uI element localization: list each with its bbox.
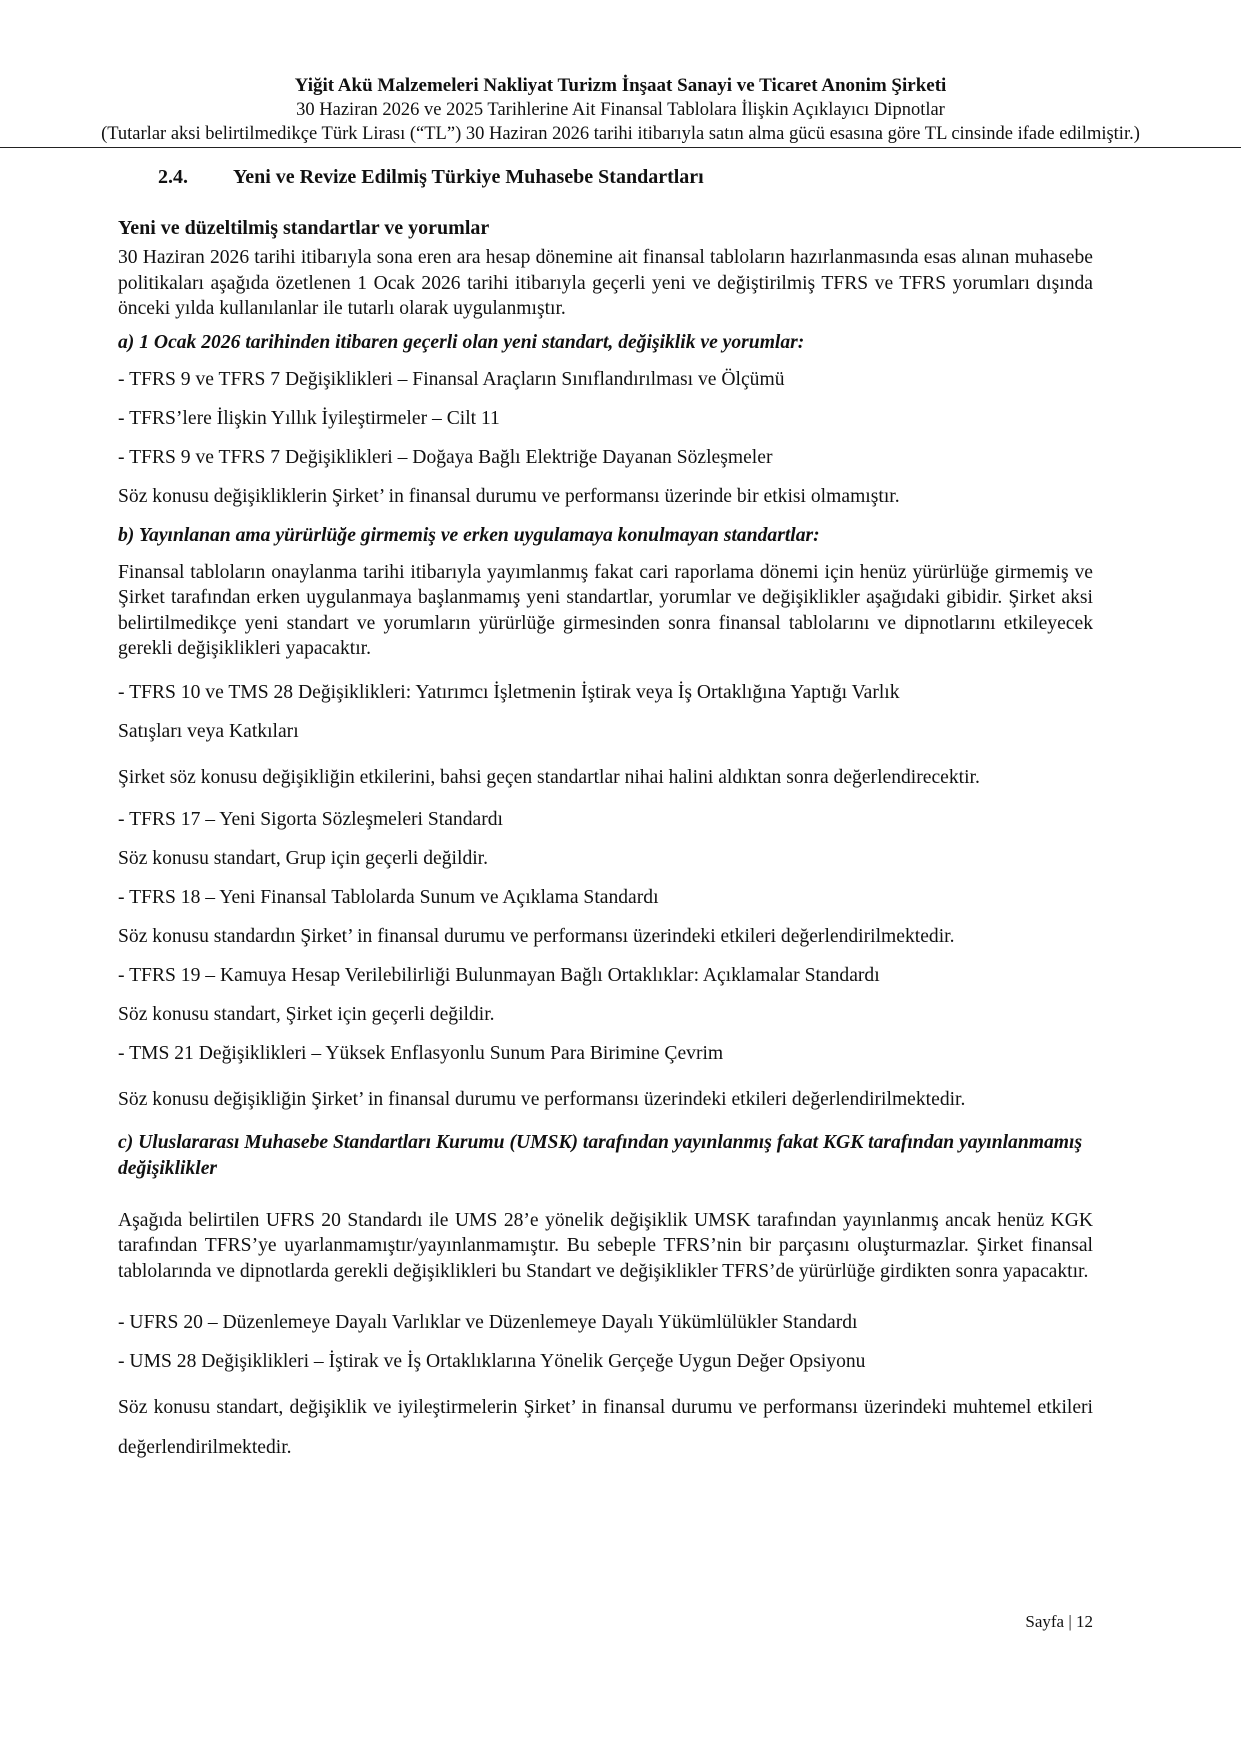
page-number: Sayfa | 12 [1025,1612,1093,1631]
part-a-conclusion: Söz konusu değişikliklerin Şirket’ in finansal durumu ve performansı üzerinde bir etkisi olmamıştır. [118,485,900,507]
part-c-item: - UFRS 20 – Düzenlemeye Dayalı Varlıklar ve Düzenlemeye Dayalı Yükümlülükler Standardı [118,1312,858,1333]
tms21-item: - TMS 21 Değişiklikleri – Yüksek Enflasyonlu Sunum Para Birimine Çevrim [118,1043,724,1064]
part-a-item: - TFRS 9 ve TFRS 7 Değişiklikleri – Doğaya Bağlı Elektriğe Dayanan Sözleşmeler [118,446,773,468]
tfrs18-note: Söz konusu standardın Şirket’ in finansal durumu ve performansı üzerindeki etkileri değerlendirilmektedir. [118,926,955,947]
part-a-item: - TFRS 9 ve TFRS 7 Değişiklikleri – Finansal Araçların Sınıflandırılması ve Ölçümü [118,368,785,390]
tfrs18-item: - TFRS 18 – Yeni Finansal Tablolarda Sunum ve Açıklama Standardı [118,887,659,908]
part-c-heading: c) Uluslararası Muhasebe Standartları Kurumu (UMSK) tarafından yayınlanmış fakat KGK tarafından yayınlanmamış değişiklikler [118,1131,1083,1179]
page-content [118,164,1093,1467]
part-c-intro: Aşağıda belirtilen UFRS 20 Standardı ile UMS 28’e yönelik değişiklik UMSK tarafından yayınlanmış ancak henüz KGK tarafından TFRS’ye uyarlanmamıştır/yayınlanmamıştır. Bu sebeple TFRS’nin bir parçasını oluşturmazlar. Şirket finansal tablolarında ve dipnotlarda gerekli değişiklikleri bu Standart ve değişiklikler TFRS’de yürürlüğe girdikten sonra yapacaktır. [118,1209,1093,1282]
part-c-conclusion: Söz konusu standart, değişiklik ve iyileştirmelerin Şirket’ in finansal durumu ve performansı üzerindeki muhtemel etkileri değerlendirilmektedir. [118,1397,1093,1458]
tfrs17-note: Söz konusu standart, Grup için geçerli değildir. [118,848,489,869]
part-a-heading: a) 1 Ocak 2026 tarihinden itibaren geçerli olan yeni standart, değişiklik ve yorumlar: [118,331,805,353]
currency-note: (Tutarlar aksi belirtilmedikçe Türk Lirası (“TL”) 30 Haziran 2026 tarihi itibarıyla satın alma gücü esasına göre TL cinsinde ifade edilmiştir.) [101,124,1140,144]
part-c-item: - UMS 28 Değişiklikleri – İştirak ve İş Ortaklıklarına Yönelik Gerçeğe Uygun Değer Opsiyonu [118,1351,866,1372]
tfrs19-item: - TFRS 19 – Kamuya Hesap Verilebilirliği Bulunmayan Bağlı Ortaklıklar: Açıklamalar Standardı [118,965,880,986]
tfrs10-item-line2: Satışları veya Katkıları [118,720,299,742]
page-header [0,74,1241,146]
tms21-note: Söz konusu değişikliğin Şirket’ in finansal durumu ve performansı üzerindeki etkileri değerlendirilmektedir. [118,1089,966,1110]
tfrs17-item: - TFRS 17 – Yeni Sigorta Sözleşmeleri Standardı [118,809,503,830]
subheading: Yeni ve düzeltilmiş standartlar ve yorumlar [118,217,490,239]
section-number: 2.4. [158,166,188,188]
section-title-text: Yeni ve Revize Edilmiş Türkiye Muhasebe Standartları [233,166,704,188]
tfrs10-item-line1: - TFRS 10 ve TMS 28 Değişiklikleri: Yatırımcı İşletmenin İştirak veya İş Ortaklığına Yaptığı Varlık [118,681,900,703]
part-b-intro: Finansal tabloların onaylanma tarihi itibarıyla yayımlanmış fakat cari raporlama dönemi için henüz yürürlüğe girmemiş ve Şirket tarafından erken uygulanmaya başlanmamış yeni standartlar, yorumlar ve değişiklikler aşağıdaki gibidir. Şirket aksi belirtilmedikçe yeni standart ve yorumların yürürlüğe girmesinden sonra finansal tablolarını ve dipnotlarını etkileyecek gerekli değişiklikleri yapacaktır. [118,561,1093,659]
part-a-item: - TFRS’lere İlişkin Yıllık İyileştirmeler – Cilt 11 [118,407,500,429]
company-name: Yiğit Akü Malzemeleri Nakliyat Turizm İnşaat Sanayi ve Ticaret Anonim Şirketi [294,75,947,96]
tfrs19-note: Söz konusu standart, Şirket için geçerli değildir. [118,1004,495,1025]
intro-paragraph: 30 Haziran 2026 tarihi itibarıyla sona eren ara hesap dönemine ait finansal tabloların hazırlanmasında esas alınan muhasebe politikaları aşağıda özetlenen 1 Ocak 2026 tarihi itibarıyla geçerli yeni ve değiştirilmiş TFRS ve TFRS yorumları dışında önceki yılda kullanılanlar ile tutarlı olarak uygulanmıştır. [118,247,1093,319]
header-divider [0,147,1241,148]
tfrs10-note: Şirket söz konusu değişikliğin etkilerini, bahsi geçen standartlar nihai halini aldıktan sonra değerlendirecektir. [118,766,980,788]
section-title [158,164,1093,190]
part-b-heading: b) Yayınlanan ama yürürlüğe girmemiş ve erken uygulamaya konulmayan standartlar: [118,524,820,546]
report-subtitle: 30 Haziran 2026 ve 2025 Tarihlerine Ait Finansal Tablolara İlişkin Açıklayıcı Dipnotlar [296,100,945,120]
